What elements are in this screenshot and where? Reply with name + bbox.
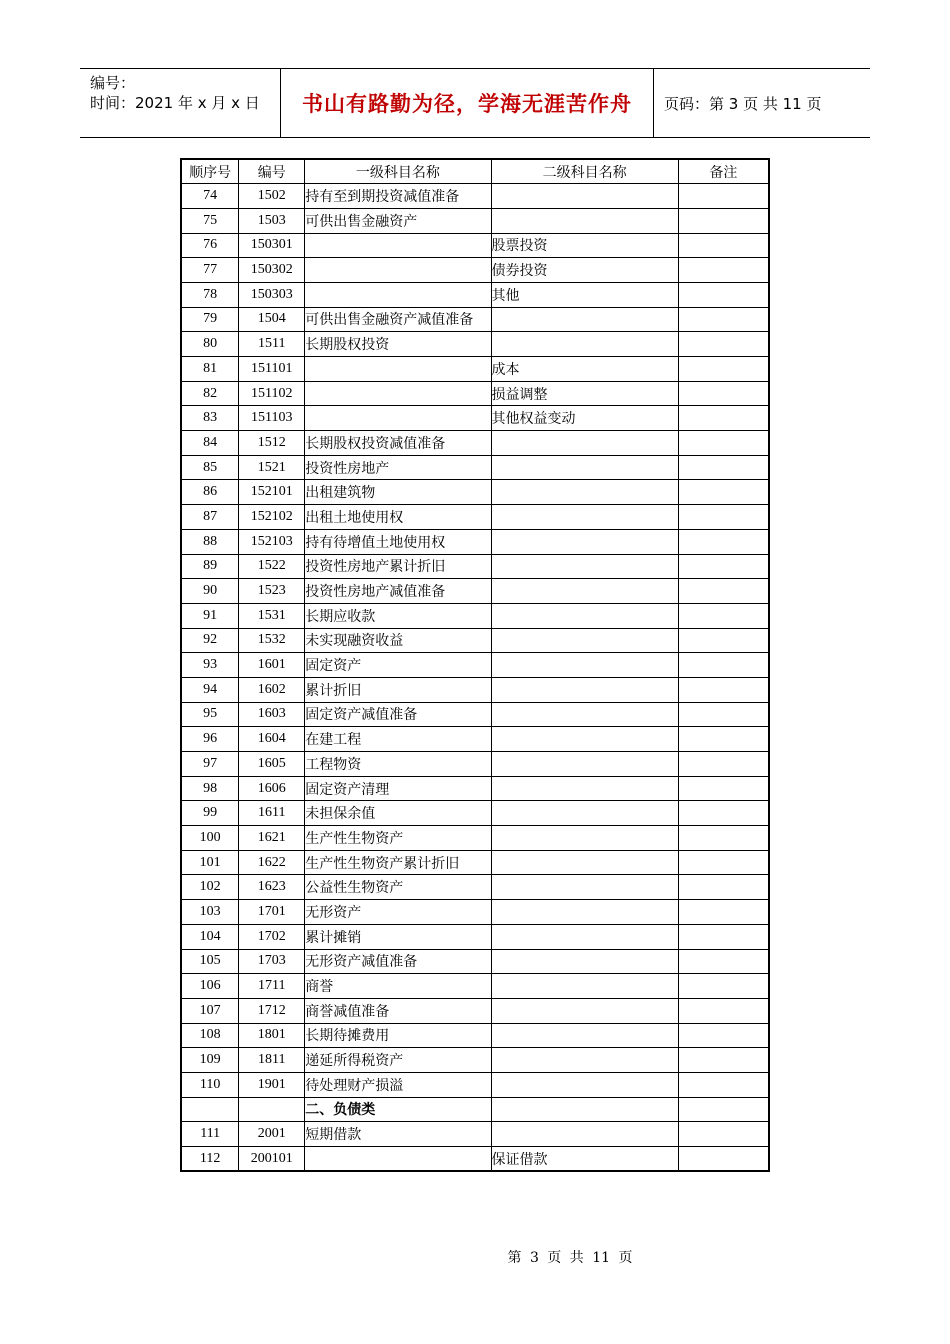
table-row [181, 233, 769, 258]
seq-cell: 76 [181, 233, 239, 258]
table-row [181, 208, 769, 233]
note-cell [678, 653, 769, 678]
note-cell [678, 1097, 769, 1122]
level1-name-cell: 持有待增值土地使用权 [305, 529, 491, 554]
table-row [181, 431, 769, 456]
code-cell: 2001 [239, 1122, 305, 1147]
seq-cell: 92 [181, 628, 239, 653]
date-label: 时间：2021 年 x 月 x 日 [90, 94, 260, 112]
level2-name-cell [491, 949, 678, 974]
level2-name-cell [491, 998, 678, 1023]
code-cell: 1521 [239, 455, 305, 480]
seq-cell: 86 [181, 480, 239, 505]
seq-cell: 78 [181, 282, 239, 307]
table-row [181, 579, 769, 604]
code-cell: 1711 [239, 974, 305, 999]
code-cell: 150302 [239, 258, 305, 283]
note-cell [678, 900, 769, 925]
level1-name-cell: 投资性房地产减值准备 [305, 579, 491, 604]
note-cell [678, 529, 769, 554]
seq-cell: 95 [181, 702, 239, 727]
table-row [181, 1048, 769, 1073]
level1-name-cell: 累计摊销 [305, 924, 491, 949]
note-cell [678, 875, 769, 900]
table-row [181, 1023, 769, 1048]
note-cell [678, 1147, 769, 1172]
code-cell: 1511 [239, 332, 305, 357]
code-cell: 152103 [239, 529, 305, 554]
note-cell [678, 826, 769, 851]
note-cell [678, 1122, 769, 1147]
table-row [181, 455, 769, 480]
level1-name-cell: 未担保余值 [305, 801, 491, 826]
table-row [181, 677, 769, 702]
code-cell: 152102 [239, 505, 305, 530]
level2-name-cell: 其他权益变动 [491, 406, 678, 431]
level2-name-cell [491, 702, 678, 727]
level1-name-cell [305, 282, 491, 307]
note-cell [678, 1072, 769, 1097]
note-cell [678, 949, 769, 974]
level2-name-cell [491, 776, 678, 801]
level2-name-cell: 保证借款 [491, 1147, 678, 1172]
level1-name-cell: 公益性生物资产 [305, 875, 491, 900]
col-header-note: 备注 [678, 159, 769, 184]
seq-cell: 89 [181, 554, 239, 579]
level1-name-cell: 长期股权投资减值准备 [305, 431, 491, 456]
code-cell [239, 1097, 305, 1122]
table-row [181, 505, 769, 530]
level2-name-cell [491, 826, 678, 851]
code-cell: 1502 [239, 184, 305, 209]
level2-name-cell: 股票投资 [491, 233, 678, 258]
seq-cell: 96 [181, 727, 239, 752]
table-row [181, 480, 769, 505]
note-cell [678, 628, 769, 653]
table-row [181, 184, 769, 209]
code-cell: 150303 [239, 282, 305, 307]
note-cell [678, 554, 769, 579]
col-header-code: 编号 [239, 159, 305, 184]
note-cell [678, 579, 769, 604]
level2-name-cell [491, 752, 678, 777]
level1-name-cell: 长期待摊费用 [305, 1023, 491, 1048]
seq-cell: 104 [181, 924, 239, 949]
level2-name-cell [491, 1048, 678, 1073]
seq-cell: 82 [181, 381, 239, 406]
table-row [181, 924, 769, 949]
level2-name-cell [491, 184, 678, 209]
level2-name-cell [491, 801, 678, 826]
code-cell: 151103 [239, 406, 305, 431]
level1-name-cell: 工程物资 [305, 752, 491, 777]
level1-name-cell: 商誉 [305, 974, 491, 999]
code-cell: 1504 [239, 307, 305, 332]
level1-name-cell [305, 1147, 491, 1172]
seq-cell: 100 [181, 826, 239, 851]
note-cell [678, 357, 769, 382]
note-cell [678, 603, 769, 628]
seq-cell: 99 [181, 801, 239, 826]
code-cell: 1811 [239, 1048, 305, 1073]
level2-name-cell [491, 431, 678, 456]
level2-name-cell [491, 628, 678, 653]
seq-cell: 87 [181, 505, 239, 530]
level2-name-cell [491, 208, 678, 233]
seq-cell: 109 [181, 1048, 239, 1073]
note-cell [678, 208, 769, 233]
seq-cell: 79 [181, 307, 239, 332]
level1-name-cell: 固定资产 [305, 653, 491, 678]
note-cell [678, 998, 769, 1023]
table-row [181, 653, 769, 678]
level2-name-cell: 债券投资 [491, 258, 678, 283]
seq-cell: 75 [181, 208, 239, 233]
level1-name-cell: 投资性房地产累计折旧 [305, 554, 491, 579]
level2-name-cell: 损益调整 [491, 381, 678, 406]
note-cell [678, 307, 769, 332]
table-row [181, 603, 769, 628]
level1-name-cell: 长期应收款 [305, 603, 491, 628]
level1-name-cell: 可供出售金融资产 [305, 208, 491, 233]
level2-name-cell [491, 875, 678, 900]
table-row [181, 282, 769, 307]
level1-name-cell: 固定资产减值准备 [305, 702, 491, 727]
level1-name-cell: 无形资产 [305, 900, 491, 925]
level2-name-cell [491, 1072, 678, 1097]
note-cell [678, 455, 769, 480]
level2-name-cell [491, 505, 678, 530]
note-cell [678, 801, 769, 826]
level1-name-cell: 出租建筑物 [305, 480, 491, 505]
table-row [181, 628, 769, 653]
motto: 书山有路勤为径，学海无涯苦作舟 [302, 91, 632, 116]
note-cell [678, 406, 769, 431]
header-meta [80, 69, 281, 137]
table-row [181, 949, 769, 974]
col-header-level2: 二级科目名称 [491, 159, 678, 184]
seq-cell: 105 [181, 949, 239, 974]
table-row [181, 776, 769, 801]
table-row [181, 1072, 769, 1097]
table-row [181, 702, 769, 727]
seq-cell: 103 [181, 900, 239, 925]
level1-name-cell [305, 258, 491, 283]
code-cell: 1512 [239, 431, 305, 456]
code-cell: 150301 [239, 233, 305, 258]
code-cell: 152101 [239, 480, 305, 505]
code-cell: 1611 [239, 801, 305, 826]
code-cell: 1602 [239, 677, 305, 702]
seq-cell: 74 [181, 184, 239, 209]
code-cell: 1605 [239, 752, 305, 777]
level1-name-cell [305, 381, 491, 406]
level1-name-cell: 长期股权投资 [305, 332, 491, 357]
table-row [181, 900, 769, 925]
level1-name-cell [305, 357, 491, 382]
table-row [181, 406, 769, 431]
level1-name-cell: 未实现融资收益 [305, 628, 491, 653]
note-cell [678, 431, 769, 456]
seq-cell: 110 [181, 1072, 239, 1097]
header-motto-cell [281, 69, 654, 137]
seq-cell: 91 [181, 603, 239, 628]
seq-cell: 111 [181, 1122, 239, 1147]
level2-name-cell [491, 603, 678, 628]
table-row [181, 1122, 769, 1147]
code-cell: 1801 [239, 1023, 305, 1048]
level1-name-cell: 持有至到期投资减值准备 [305, 184, 491, 209]
seq-cell: 102 [181, 875, 239, 900]
level1-name-cell: 投资性房地产 [305, 455, 491, 480]
table-row [181, 332, 769, 357]
table-header-row [181, 159, 769, 184]
seq-cell: 98 [181, 776, 239, 801]
table-row [181, 727, 769, 752]
code-cell: 1522 [239, 554, 305, 579]
code-cell: 1621 [239, 826, 305, 851]
seq-cell: 90 [181, 579, 239, 604]
table-row [181, 974, 769, 999]
code-cell: 1622 [239, 850, 305, 875]
code-cell: 200101 [239, 1147, 305, 1172]
level2-name-cell [491, 332, 678, 357]
code-cell: 151102 [239, 381, 305, 406]
note-cell [678, 381, 769, 406]
seq-cell: 112 [181, 1147, 239, 1172]
note-cell [678, 1048, 769, 1073]
code-label: 编号： [90, 74, 136, 92]
code-cell: 1712 [239, 998, 305, 1023]
level1-name-cell: 生产性生物资产累计折旧 [305, 850, 491, 875]
code-cell: 1601 [239, 653, 305, 678]
level2-name-cell [491, 1023, 678, 1048]
level2-name-cell [491, 900, 678, 925]
code-cell: 1623 [239, 875, 305, 900]
table-row [181, 998, 769, 1023]
level2-name-cell [491, 924, 678, 949]
level2-name-cell: 成本 [491, 357, 678, 382]
table-row [181, 752, 769, 777]
note-cell [678, 480, 769, 505]
seq-cell: 107 [181, 998, 239, 1023]
level2-name-cell [491, 1122, 678, 1147]
table-row [181, 1097, 769, 1122]
note-cell [678, 924, 769, 949]
code-cell: 1503 [239, 208, 305, 233]
seq-cell: 84 [181, 431, 239, 456]
account-table [180, 158, 770, 1172]
seq-cell: 88 [181, 529, 239, 554]
level1-name-cell: 固定资产清理 [305, 776, 491, 801]
level2-name-cell [491, 727, 678, 752]
code-cell: 1523 [239, 579, 305, 604]
note-cell [678, 282, 769, 307]
note-cell [678, 505, 769, 530]
note-cell [678, 776, 769, 801]
seq-cell: 106 [181, 974, 239, 999]
level2-name-cell [491, 455, 678, 480]
seq-cell: 94 [181, 677, 239, 702]
seq-cell: 97 [181, 752, 239, 777]
table-row [181, 529, 769, 554]
code-cell: 1531 [239, 603, 305, 628]
seq-cell: 93 [181, 653, 239, 678]
page-header [80, 68, 870, 138]
level1-name-cell: 生产性生物资产 [305, 826, 491, 851]
level1-name-cell: 递延所得税资产 [305, 1048, 491, 1073]
code-cell: 1603 [239, 702, 305, 727]
code-cell: 1606 [239, 776, 305, 801]
table-row [181, 357, 769, 382]
level2-name-cell [491, 677, 678, 702]
table-body [181, 184, 769, 1172]
col-header-seq: 顺序号 [181, 159, 239, 184]
level2-name-cell [491, 1097, 678, 1122]
level2-name-cell: 其他 [491, 282, 678, 307]
code-cell: 1703 [239, 949, 305, 974]
level1-name-cell: 无形资产减值准备 [305, 949, 491, 974]
level1-name-cell: 待处理财产损溢 [305, 1072, 491, 1097]
level1-name-cell [305, 233, 491, 258]
level1-name-cell: 商誉减值准备 [305, 998, 491, 1023]
table-row [181, 307, 769, 332]
table-row [181, 875, 769, 900]
table-row [181, 826, 769, 851]
note-cell [678, 677, 769, 702]
note-cell [678, 850, 769, 875]
table-row [181, 850, 769, 875]
seq-cell: 81 [181, 357, 239, 382]
level1-name-cell: 累计折旧 [305, 677, 491, 702]
header-page-cell [654, 69, 870, 137]
seq-cell: 83 [181, 406, 239, 431]
level1-name-cell: 出租土地使用权 [305, 505, 491, 530]
code-cell: 1702 [239, 924, 305, 949]
table-row [181, 381, 769, 406]
seq-cell [181, 1097, 239, 1122]
level2-name-cell [491, 554, 678, 579]
level2-name-cell [491, 974, 678, 999]
page-footer: 第 3 页 共 11 页 [507, 1250, 633, 1266]
page-label: 页码：第 3 页 共 11 页 [664, 94, 822, 113]
level2-name-cell [491, 529, 678, 554]
table-row [181, 554, 769, 579]
level2-name-cell [491, 653, 678, 678]
code-cell: 1532 [239, 628, 305, 653]
note-cell [678, 1023, 769, 1048]
note-cell [678, 702, 769, 727]
level2-name-cell [491, 480, 678, 505]
note-cell [678, 752, 769, 777]
col-header-level1: 一级科目名称 [305, 159, 491, 184]
level2-name-cell [491, 850, 678, 875]
table-row [181, 801, 769, 826]
level1-name-cell: 短期借款 [305, 1122, 491, 1147]
seq-cell: 108 [181, 1023, 239, 1048]
note-cell [678, 974, 769, 999]
note-cell [678, 233, 769, 258]
seq-cell: 85 [181, 455, 239, 480]
level1-name-cell: 可供出售金融资产减值准备 [305, 307, 491, 332]
level1-name-cell [305, 406, 491, 431]
seq-cell: 80 [181, 332, 239, 357]
note-cell [678, 727, 769, 752]
level1-name-cell: 二、负债类 [305, 1097, 491, 1122]
level2-name-cell [491, 307, 678, 332]
code-cell: 151101 [239, 357, 305, 382]
note-cell [678, 258, 769, 283]
seq-cell: 77 [181, 258, 239, 283]
note-cell [678, 332, 769, 357]
seq-cell: 101 [181, 850, 239, 875]
level1-name-cell: 在建工程 [305, 727, 491, 752]
code-cell: 1701 [239, 900, 305, 925]
code-cell: 1901 [239, 1072, 305, 1097]
table-row [181, 258, 769, 283]
code-cell: 1604 [239, 727, 305, 752]
note-cell [678, 184, 769, 209]
level2-name-cell [491, 579, 678, 604]
table-row [181, 1147, 769, 1172]
